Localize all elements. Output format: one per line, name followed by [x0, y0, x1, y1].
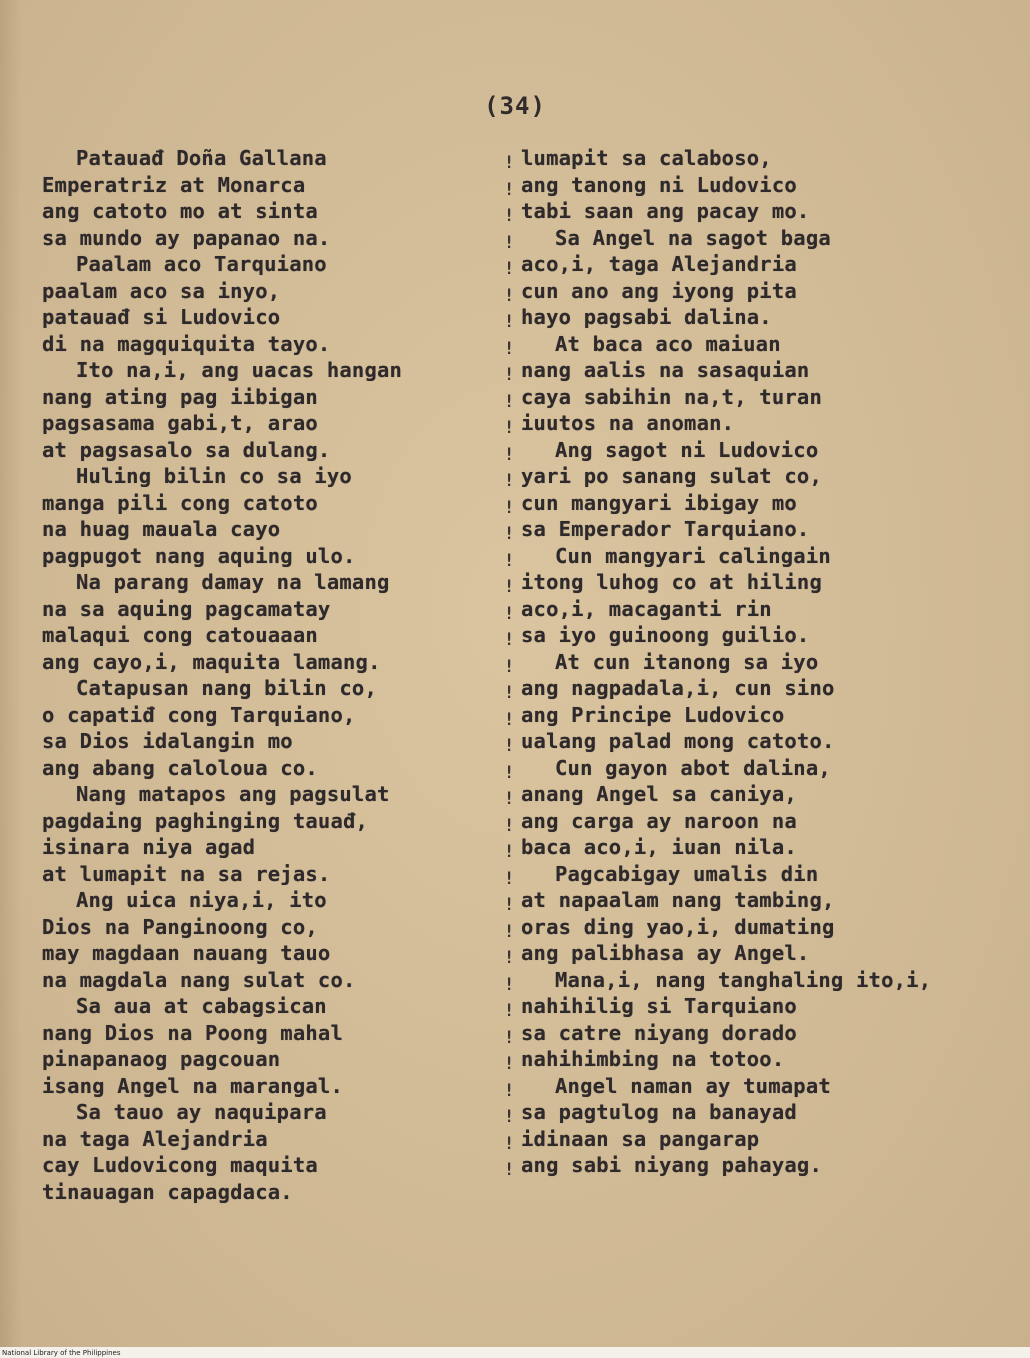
verse-line: pagsasama gabi,t, arao [42, 411, 318, 435]
verse-line: Ang sagot ni Ludovico [555, 437, 819, 462]
margin-mark: ! [504, 418, 515, 438]
margin-mark: ! [504, 471, 515, 491]
verse-line: paalam aco sa inyo, [42, 278, 281, 303]
verse-line: manga pili cong catoto [42, 490, 318, 515]
verse-line: pagpugot nang aquing ulo. [42, 543, 356, 568]
verse-line: ang carga ay naroon na [521, 808, 797, 833]
verse-line: Angel naman ay tumapat [555, 1073, 831, 1098]
verse-line: hayo pagsabi dalina. [521, 305, 772, 329]
margin-mark: ! [504, 497, 515, 518]
margin-mark: ! [504, 736, 515, 756]
verse-line: ualang palad mong catoto. [521, 729, 835, 753]
margin-mark: ! [504, 338, 515, 359]
margin-mark: ! [504, 630, 515, 650]
verse-line: yari po sanang sulat co, [521, 464, 823, 488]
margin-mark: ! [504, 550, 515, 571]
verse-line: nahihimbing na totoo. [521, 1047, 785, 1071]
margin-mark: ! [504, 524, 515, 544]
verse-line: At cun itanong sa iyo [555, 649, 819, 674]
left-column [42, 145, 502, 1205]
verse-line: tinauagan capagdaca. [42, 1179, 293, 1204]
verse-line: pagdaing paghinging tauađ, [42, 808, 369, 833]
verse-line: sa pagtulog na banayad [521, 1100, 797, 1124]
verse-line: sa mundo ay papanao na. [42, 225, 331, 250]
verse-line: Ang uica niya,i, ito [76, 888, 327, 912]
verse-line: Cun gayon abot dalina, [555, 755, 831, 780]
verse-line: Sa Angel na sagot baga [555, 225, 831, 250]
verse-line: lumapit sa calaboso, [521, 146, 772, 170]
column-divider-marks [504, 150, 518, 1184]
verse-line: Na parang damay na lamang [76, 570, 390, 594]
verse-line: cun mangyari ibigay mo [521, 490, 797, 515]
verse-line: patauađ si Ludovico [42, 305, 281, 329]
verse-line: aco,i, macaganti rin [521, 596, 772, 621]
verse-line: di na magquiquita tayo. [42, 331, 331, 356]
verse-line: nang ating pag iibigan [42, 384, 318, 409]
margin-mark: ! [504, 603, 515, 624]
verse-line: ang palibhasa ay Angel. [521, 941, 810, 965]
verse-line: ang catoto mo at sinta [42, 199, 318, 223]
margin-mark: ! [504, 815, 515, 836]
margin-mark: ! [504, 391, 515, 412]
verse-line: tabi saan ang pacay mo. [521, 199, 810, 223]
verse-line: sa catre niyang dorado [521, 1020, 797, 1045]
verse-line: itong luhog co at hiling [521, 570, 823, 594]
margin-mark: ! [504, 762, 515, 783]
verse-line: pinapanaog pagcouan [42, 1047, 281, 1071]
verse-line: at napaalam nang tambing, [521, 888, 835, 912]
verse-line: Paalam aco Tarquiano [76, 252, 327, 276]
margin-mark: ! [504, 709, 515, 730]
verse-line: Dios na Panginoong co, [42, 914, 318, 939]
verse-line: baca aco,i, iuan nila. [521, 835, 797, 859]
verse-line: Sa tauo ay naquipara [76, 1100, 327, 1124]
verse-line: sa Dios idalangin mo [42, 729, 293, 753]
verse-line: isinara niya agad [42, 835, 256, 859]
verse-line: Pagcabigay umalis din [555, 861, 819, 886]
verse-line: oras ding yao,i, dumating [521, 914, 835, 939]
verse-line: ang abang caloloua co. [42, 755, 318, 780]
verse-line: Catapusan nang bilin co, [76, 676, 378, 700]
margin-mark: ! [504, 206, 515, 226]
margin-mark: ! [504, 312, 515, 332]
verse-line: At baca aco maiuan [555, 331, 781, 356]
verse-line: aco,i, taga Alejandria [521, 252, 797, 276]
verse-line: ang nagpadala,i, cun sino [521, 676, 835, 700]
verse-line: cay Ludovicong maquita [42, 1153, 318, 1177]
verse-line: may magdaan nauang tauo [42, 941, 331, 965]
verse-line: sa Emperador Tarquiano. [521, 517, 810, 541]
footer-credit: National Library of the Philippines [2, 1349, 121, 1357]
verse-line: Emperatriz at Monarca [42, 172, 306, 197]
verse-line: na huag mauala cayo [42, 517, 281, 541]
verse-line: iuutos na anoman. [521, 411, 735, 435]
verse-line: nahihilig si Tarquiano [521, 994, 797, 1018]
margin-mark: ! [504, 656, 515, 677]
verse-line: Patauađ Doña Gallana [76, 146, 327, 170]
verse-line: ang sabi niyang pahayag. [521, 1153, 823, 1177]
verse-line: caya sabihin na,t, turan [521, 384, 823, 409]
margin-mark: ! [504, 1133, 515, 1154]
margin-mark: ! [504, 444, 515, 465]
margin-mark: ! [504, 895, 515, 915]
margin-mark: ! [504, 1001, 515, 1021]
verse-line: nang aalis na sasaquian [521, 358, 810, 382]
margin-mark: ! [504, 789, 515, 809]
verse-line: Sa aua at cabagsican [76, 994, 327, 1018]
margin-mark: ! [504, 232, 515, 253]
verse-line: anang Angel sa caniya, [521, 782, 797, 806]
margin-mark: ! [504, 285, 515, 306]
verse-line: sa iyo guinoong guilio. [521, 623, 810, 647]
verse-line: malaqui cong catouaaan [42, 623, 318, 647]
verse-line: Cun mangyari calingain [555, 543, 831, 568]
verse-line: Mana,i, nang tanghaling ito,i, [555, 967, 932, 992]
verse-line: na magdala nang sulat co. [42, 967, 356, 992]
verse-line: isang Angel na marangal. [42, 1073, 344, 1098]
verse-line: ang Principe Ludovico [521, 702, 785, 727]
margin-mark: ! [504, 974, 515, 995]
margin-mark: ! [504, 868, 515, 889]
margin-mark: ! [504, 1107, 515, 1127]
verse-line: at lumapit na sa rejas. [42, 861, 331, 886]
margin-mark: ! [504, 153, 515, 173]
margin-mark: ! [504, 921, 515, 942]
margin-mark: ! [504, 683, 515, 703]
verse-line: ang tanong ni Ludovico [521, 172, 797, 197]
right-column [521, 145, 1021, 1179]
page-number: (34) [484, 92, 546, 120]
margin-mark: ! [504, 842, 515, 862]
verse-line: at pagsasalo sa dulang. [42, 437, 331, 462]
verse-line: Huling bilin co sa iyo [76, 464, 352, 488]
margin-mark: ! [504, 1054, 515, 1074]
verse-line: Ito na,i, ang uacas hangan [76, 358, 403, 382]
verse-line: o capatiđ cong Tarquiano, [42, 702, 356, 727]
footer-strip [0, 1347, 1030, 1358]
verse-line: Nang matapos ang pagsulat [76, 782, 390, 806]
margin-mark: ! [504, 1080, 515, 1101]
margin-mark: ! [504, 365, 515, 385]
verse-line: na taga Alejandria [42, 1126, 268, 1151]
verse-line: cun ano ang iyong pita [521, 278, 797, 303]
margin-mark: ! [504, 259, 515, 279]
verse-line: nang Dios na Poong mahal [42, 1020, 344, 1045]
margin-mark: ! [504, 948, 515, 968]
margin-mark: ! [504, 1160, 515, 1180]
margin-mark: ! [504, 1027, 515, 1048]
margin-mark: ! [504, 577, 515, 597]
margin-mark: ! [504, 179, 515, 200]
verse-line: na sa aquing pagcamatay [42, 596, 331, 621]
verse-line: ang cayo,i, maquita lamang. [42, 649, 381, 674]
verse-line: idinaan sa pangarap [521, 1126, 760, 1151]
